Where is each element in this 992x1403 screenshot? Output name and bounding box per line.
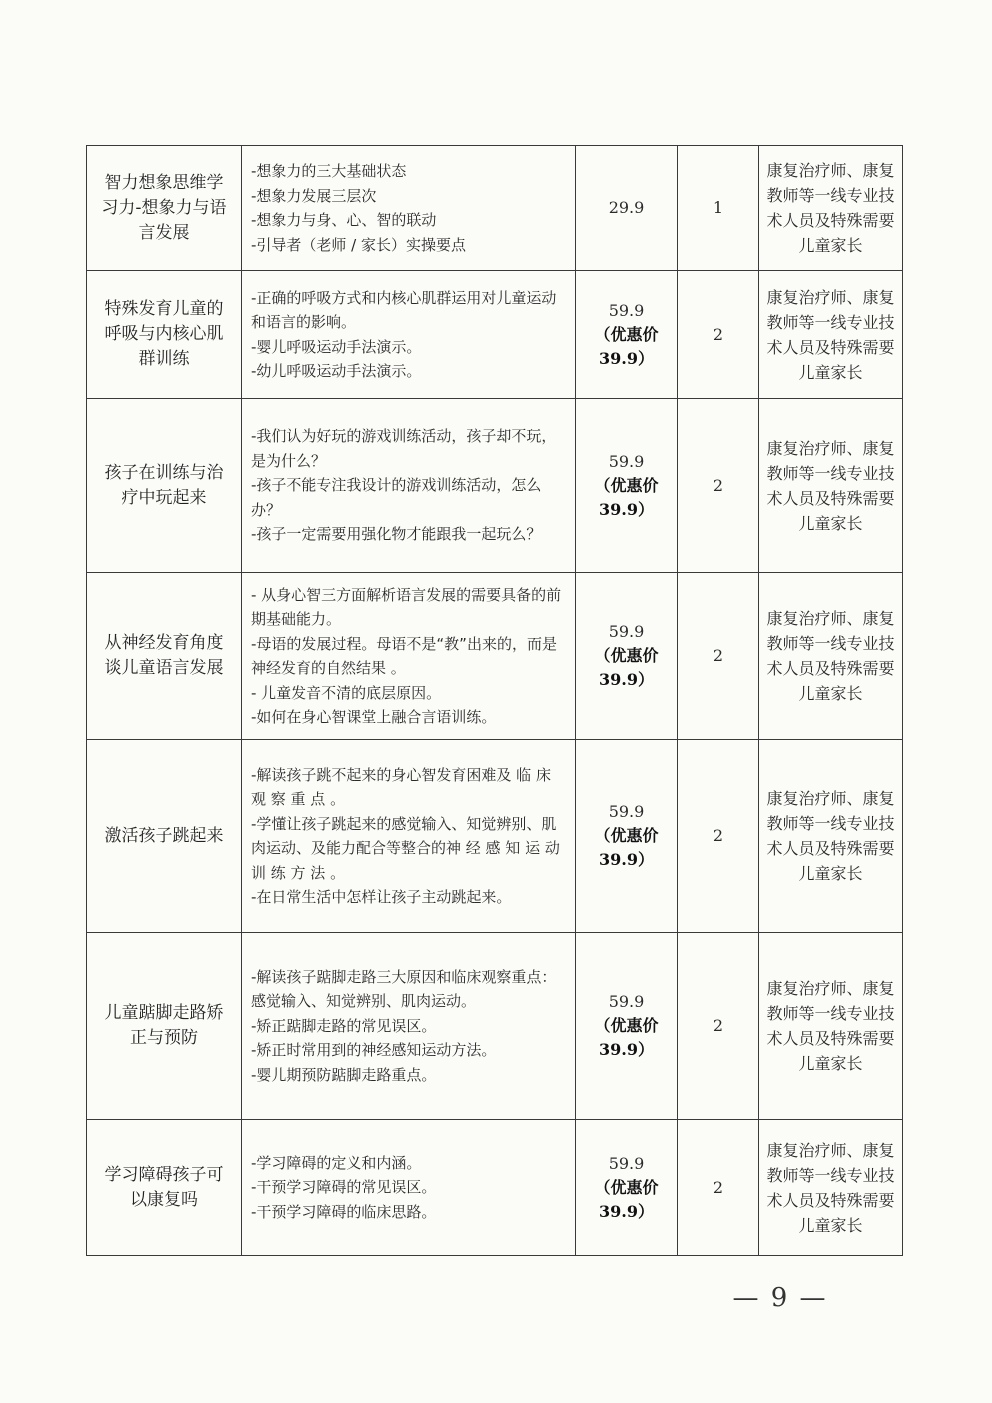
price-value: 59.9 [608, 992, 645, 1011]
price-value: 59.9 [608, 300, 645, 320]
promo-price: （优惠价39.9） [594, 475, 659, 519]
course-audience: 康复治疗师、康复教师等一线专业技术人员及特殊需要儿童家长 [759, 740, 903, 933]
course-audience: 康复治疗师、康复教师等一线专业技术人员及特殊需要儿童家长 [759, 399, 903, 573]
content-line: -想象力与身、心、智的联动 [251, 211, 437, 229]
course-content [242, 740, 576, 933]
content-line: -引导者（老师 / 家长）实操要点 [251, 235, 467, 254]
content-line: -婴儿期预防踮脚走路重点。 [251, 1065, 437, 1084]
course-title: 学习障碍孩子可以康复吗 [87, 1120, 242, 1256]
course-content [242, 399, 576, 573]
course-price [576, 1120, 678, 1256]
price-value: 59.9 [608, 802, 645, 821]
content-line: -干预学习障碍的临床思路。 [251, 1202, 437, 1221]
course-price [576, 399, 678, 573]
content-line: - 从身心智三方面解析语言发展的需要具备的前期基础能力。 [251, 585, 562, 628]
table-row [87, 399, 903, 573]
table-row [87, 740, 903, 933]
course-price [576, 933, 678, 1120]
course-price [576, 146, 678, 271]
content-line: -孩子一定需要用强化物才能跟我一起玩么？ [251, 525, 542, 544]
price-value: 59.9 [608, 622, 645, 641]
content-line: -想象力的三大基础状态 [251, 162, 407, 180]
course-hours: 2 [678, 933, 759, 1120]
content-line: -矫正踮脚走路的常见误区。 [251, 1016, 437, 1035]
table-row [87, 146, 903, 271]
content-line: - 儿童发音不清的底层原因。 [251, 683, 442, 702]
price-value: 59.9 [608, 1153, 645, 1173]
content-line: -我们认为好玩的游戏训练活动，孩子却不玩，是为什么？ [251, 427, 557, 470]
content-line: -解读孩子踮脚走路三大原因和临床观察重点：感觉输入、知觉辨别、肌肉运动。 [251, 967, 557, 1011]
course-price [576, 740, 678, 933]
table-row [87, 1120, 903, 1256]
content-line: -婴儿呼吸运动手法演示。 [251, 337, 422, 356]
course-audience: 康复治疗师、康复教师等一线专业技术人员及特殊需要儿童家长 [759, 933, 903, 1120]
course-hours: 2 [678, 740, 759, 933]
course-hours: 2 [678, 271, 759, 399]
course-content [242, 573, 576, 740]
table-row [87, 573, 903, 740]
course-hours: 2 [678, 573, 759, 740]
course-title: 特殊发育儿童的呼吸与内核心肌群训练 [87, 271, 242, 399]
course-price [576, 573, 678, 740]
course-table [86, 145, 903, 1256]
page-number: — 9 — [732, 1283, 828, 1313]
promo-price: （优惠价39.9） [594, 646, 659, 689]
course-title: 智力想象思维学习力-想象力与语言发展 [87, 146, 242, 271]
content-line: -矫正时常用到的神经感知运动方法。 [251, 1041, 497, 1060]
price-value: 59.9 [608, 451, 645, 471]
content-line: -如何在身心智课堂上融合言语训练。 [251, 708, 497, 726]
course-title: 从神经发育角度谈儿童语言发展 [87, 573, 242, 740]
course-hours: 1 [678, 146, 759, 271]
course-title: 激活孩子跳起来 [87, 740, 242, 933]
course-audience: 康复治疗师、康复教师等一线专业技术人员及特殊需要儿童家长 [759, 1120, 903, 1256]
content-line: -孩子不能专注我设计的游戏训练活动，怎么办？ [251, 476, 542, 519]
course-hours: 2 [678, 399, 759, 573]
course-audience: 康复治疗师、康复教师等一线专业技术人员及特殊需要儿童家长 [759, 573, 903, 740]
table-row [87, 933, 903, 1120]
promo-price: （优惠价39.9） [594, 826, 659, 869]
promo-price: （优惠价39.9） [594, 1016, 659, 1059]
price-value: 29.9 [608, 198, 645, 217]
course-content [242, 1120, 576, 1256]
course-price [576, 271, 678, 399]
promo-price: （优惠价39.9） [594, 324, 659, 368]
content-line: -幼儿呼吸运动手法演示。 [251, 362, 422, 380]
table-row [87, 271, 903, 399]
course-content [242, 271, 576, 399]
course-title: 儿童踮脚走路矫正与预防 [87, 933, 242, 1120]
content-line: -学习障碍的定义和内涵。 [251, 1153, 422, 1172]
course-title: 孩子在训练与治疗中玩起来 [87, 399, 242, 573]
content-line: -正确的呼吸方式和内核心肌群运用对儿童运动和语言的影响。 [251, 288, 557, 331]
content-line: -干预学习障碍的常见误区。 [251, 1178, 437, 1197]
content-line: -解读孩子跳不起来的身心智发育困难及 临 床 观 察 重 点 。 [251, 765, 551, 808]
course-audience: 康复治疗师、康复教师等一线专业技术人员及特殊需要儿童家长 [759, 146, 903, 271]
content-line: -学懂让孩子跳起来的感觉输入、知觉辨别、肌肉运动、及能力配合等整合的神 经 感 知 运 动 训 练 方 法 。 [251, 814, 560, 882]
course-audience: 康复治疗师、康复教师等一线专业技术人员及特殊需要儿童家长 [759, 271, 903, 399]
content-line: -母语的发展过程。母语不是“教”出来的，而是神经发育的自然结果 。 [251, 634, 557, 677]
content-line: -想象力发展三层次 [251, 186, 377, 205]
course-hours: 2 [678, 1120, 759, 1256]
promo-price: （优惠价39.9） [594, 1177, 659, 1221]
content-line: -在日常生活中怎样让孩子主动跳起来。 [251, 888, 512, 906]
course-content [242, 933, 576, 1120]
course-content [242, 146, 576, 271]
